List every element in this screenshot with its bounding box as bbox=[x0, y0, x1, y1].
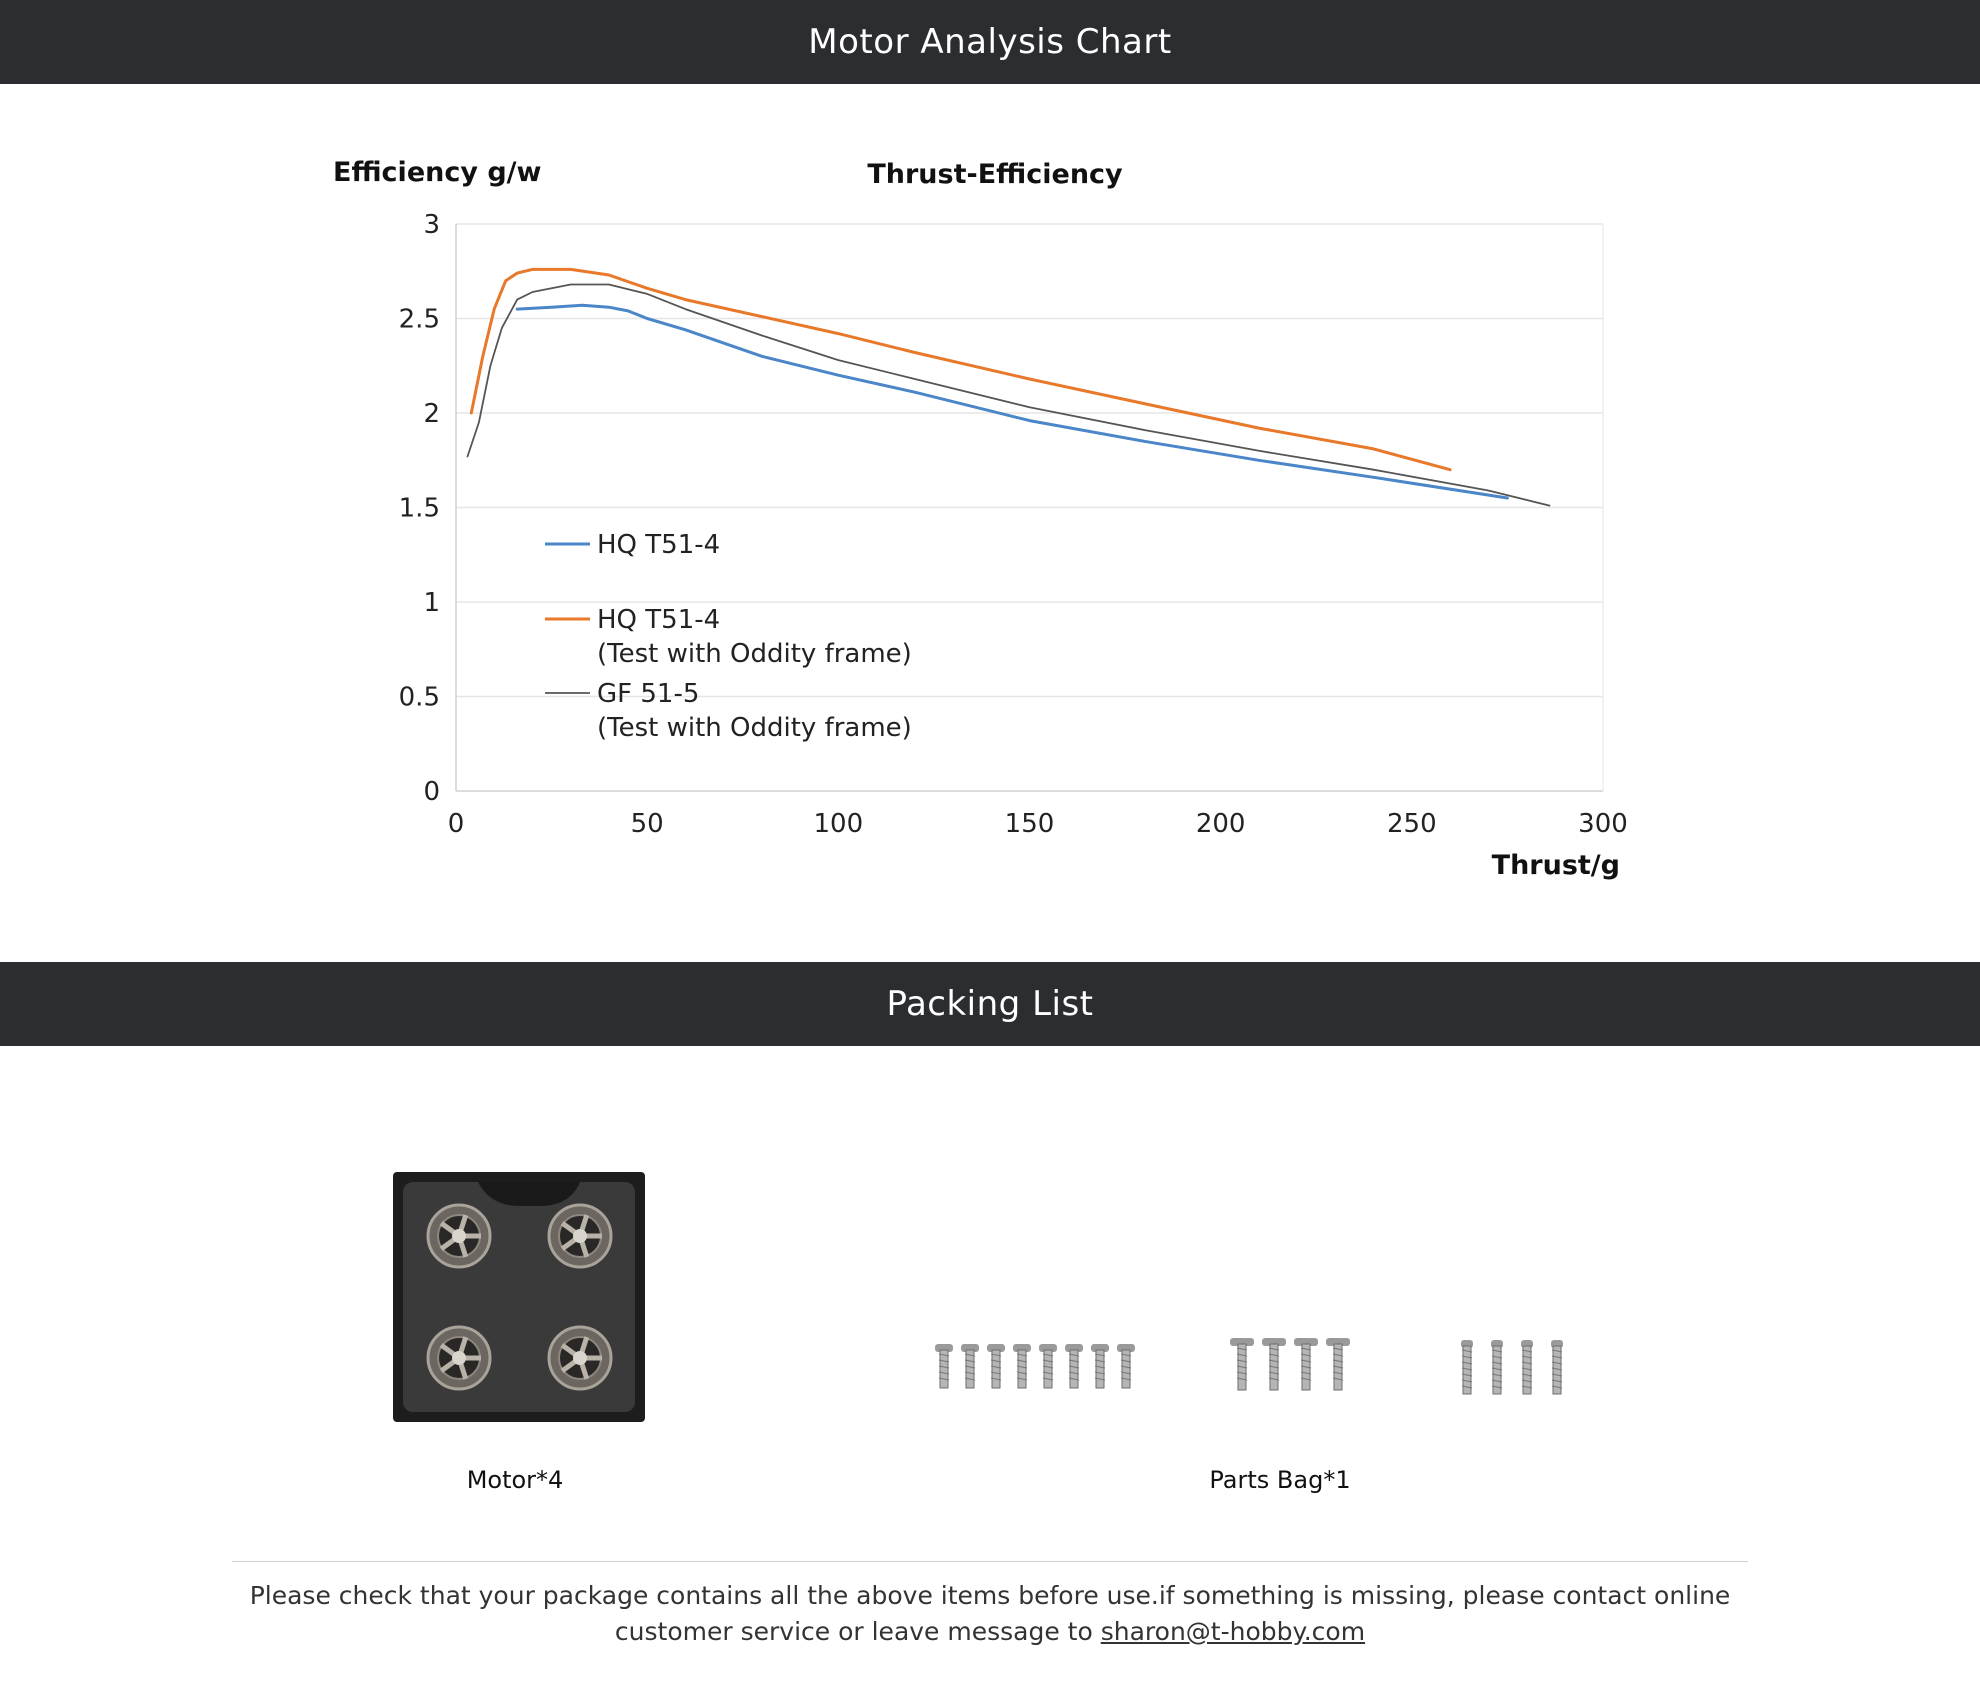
legend-label: HQ T51-4 bbox=[597, 605, 721, 635]
chart-section-title: Motor Analysis Chart bbox=[808, 22, 1172, 62]
screws-image bbox=[935, 1338, 1563, 1394]
chart-title: Thrust-Efficiency bbox=[867, 159, 1123, 190]
divider bbox=[232, 1561, 1748, 1562]
notice-text: Please check that your package contains all the above items before use.if something is missing, please contact online customer service or leave message to bbox=[249, 1581, 1731, 1646]
motor-shaft bbox=[452, 1351, 466, 1365]
email-link[interactable]: sharon@t-hobby.com bbox=[1100, 1617, 1366, 1646]
y-axis-title: Efficiency g/w bbox=[333, 157, 542, 188]
packing-section-title: Packing List bbox=[886, 984, 1094, 1024]
motor-shaft bbox=[573, 1351, 587, 1365]
series-line bbox=[517, 305, 1507, 498]
chart-section-header bbox=[0, 0, 1980, 84]
x-tick-label: 100 bbox=[813, 809, 864, 839]
x-tick-label: 150 bbox=[1004, 809, 1055, 839]
y-tick-label: 2.5 bbox=[398, 304, 440, 335]
motor-box-image bbox=[393, 1172, 645, 1422]
y-tick-label: 1.5 bbox=[398, 493, 440, 524]
x-tick-label: 0 bbox=[447, 809, 465, 839]
y-tick-label: 0.5 bbox=[398, 682, 440, 713]
x-tick-label: 300 bbox=[1578, 809, 1628, 839]
legend-label-line2: (Test with Oddity frame) bbox=[597, 713, 912, 743]
packing-items bbox=[0, 1046, 1980, 1566]
y-tick-label: 1 bbox=[423, 588, 440, 618]
x-tick-label: 50 bbox=[630, 809, 664, 839]
motor-shaft bbox=[452, 1229, 466, 1243]
y-tick-label: 3 bbox=[423, 210, 440, 240]
thrust-efficiency-chart bbox=[0, 84, 1980, 962]
legend-label: HQ T51-4 bbox=[597, 530, 721, 560]
legend-label: GF 51-5 bbox=[597, 679, 700, 709]
series-line bbox=[468, 285, 1550, 506]
series-lines bbox=[468, 269, 1550, 505]
legend bbox=[545, 530, 912, 743]
motor-label: Motor*4 bbox=[466, 1466, 564, 1494]
motor-shaft bbox=[573, 1229, 587, 1243]
legend-label-line2: (Test with Oddity frame) bbox=[597, 639, 912, 669]
y-tick-label: 0 bbox=[423, 777, 440, 807]
series-line bbox=[471, 269, 1450, 469]
packing-section-header bbox=[0, 962, 1980, 1046]
parts-bag-label: Parts Bag*1 bbox=[1209, 1466, 1351, 1494]
y-tick-label: 2 bbox=[423, 399, 440, 429]
chart-titles bbox=[333, 157, 1620, 881]
x-tick-label: 250 bbox=[1387, 809, 1437, 839]
x-tick-label: 200 bbox=[1195, 809, 1246, 839]
packing-notice bbox=[232, 1578, 1748, 1650]
x-axis-title: Thrust/g bbox=[1491, 850, 1620, 881]
